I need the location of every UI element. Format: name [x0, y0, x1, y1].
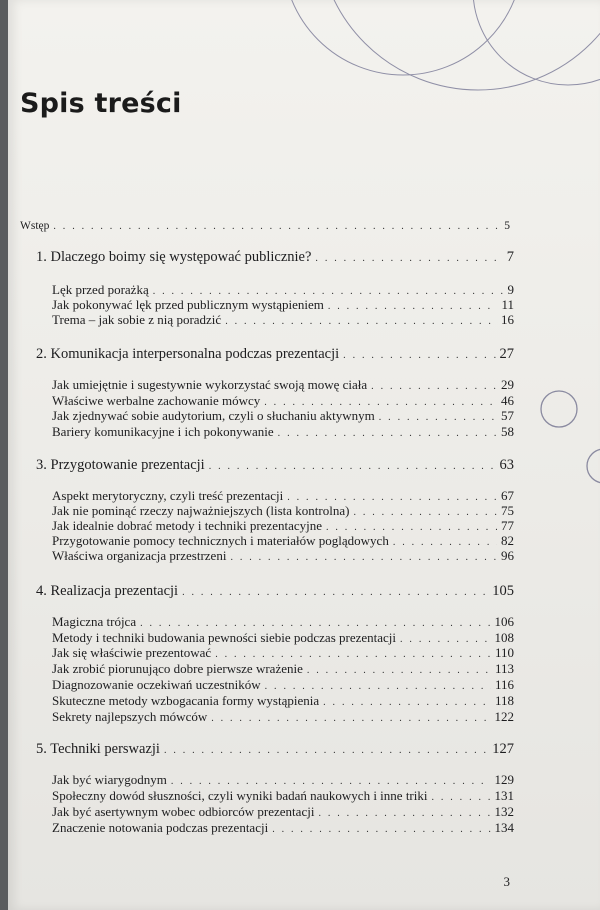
toc-entry-page: 118: [494, 693, 514, 708]
toc-intro: [20, 218, 510, 235]
toc-entry-label: Jak pokonywać lęk przed publicznym wystąpieniem: [52, 297, 324, 312]
toc-chapter: [36, 346, 514, 364]
toc-entry: [52, 548, 514, 566]
toc-entry-label: Jak umiejętnie i sugestywnie wykorzystać swoją mowę ciała: [52, 377, 368, 392]
toc-intro-label: Wstęp: [20, 220, 50, 232]
toc-chapter-label: 3. Przygotowanie prezentacji: [36, 457, 205, 473]
toc-entry-page: 116: [494, 677, 514, 692]
dot-leader: [182, 585, 488, 601]
toc-chapter: [36, 741, 514, 759]
toc-entry-label: Jak być asertywnym wobec odbiorców prezentacji: [52, 804, 315, 819]
toc-entry-label: Bariery komunikacyjne i ich pokonywanie: [52, 424, 274, 439]
toc-chapter: [36, 457, 514, 475]
dot-leader: [272, 822, 490, 838]
toc-entry-page: 82: [501, 533, 514, 548]
dot-leader: [211, 711, 490, 727]
toc-entry-label: Właściwa organizacja przestrzeni: [52, 548, 227, 563]
toc-entry: [52, 312, 514, 330]
toc-entry-label: Aspekt merytoryczny, czyli treść prezentacji: [52, 488, 284, 503]
dot-leader: [230, 550, 497, 566]
toc-entry-page: 113: [494, 661, 514, 676]
toc-chapter-page: 7: [506, 249, 514, 265]
toc-entry-page: 58: [501, 424, 514, 439]
toc-chapter-label: 1. Dlaczego boimy się występować publicznie?: [36, 249, 312, 265]
dot-leader: [343, 348, 495, 364]
toc-entry-label: Sekrety najlepszych mówców: [52, 709, 208, 724]
toc-intro-page: 5: [504, 220, 510, 232]
toc-entry-label: Przygotowanie pomocy technicznych i materiałów poglądowych: [52, 533, 389, 548]
toc-entry-page: 131: [494, 788, 514, 803]
toc-entry-page: 57: [501, 408, 514, 423]
toc-entry: [52, 424, 514, 442]
toc-entry-label: Jak się właściwie prezentować: [52, 645, 212, 660]
toc-entry: [52, 820, 514, 838]
toc-entry-label: Lęk przed porażką: [52, 282, 149, 297]
toc-entry-label: Jak być wiarygodnym: [52, 772, 167, 787]
toc-entry-label: Trema – jak sobie z nią poradzić: [52, 312, 222, 327]
dot-leader: [225, 314, 497, 330]
toc-entry-label: Znaczenie notowania podczas prezentacji: [52, 820, 269, 835]
toc-chapter-page: 105: [492, 583, 514, 599]
page-title: Spis treści: [20, 88, 182, 119]
dot-leader: [164, 743, 488, 759]
toc-entry-page: 106: [494, 614, 514, 629]
toc-entry-page: 129: [494, 772, 514, 787]
toc-chapter-page: 27: [499, 346, 514, 362]
toc-entry-page: 75: [501, 503, 514, 518]
toc-entry-label: Jak zjednywać sobie audytorium, czyli o słuchaniu aktywnym: [52, 408, 375, 423]
dot-leader: [315, 251, 502, 267]
dot-leader: [209, 459, 496, 475]
toc-entry-page: 16: [501, 312, 514, 327]
toc-entry-label: Społeczny dowód słuszności, czyli wyniki badań naukowych i inne triki: [52, 788, 428, 803]
toc-chapter: [36, 583, 514, 601]
toc-entry-page: 67: [501, 488, 514, 503]
toc-entry-label: Metody i techniki budowania pewności siebie podczas prezentacji: [52, 630, 397, 645]
toc-entry-label: Magiczna trójca: [52, 614, 137, 629]
dot-leader: [278, 426, 497, 442]
toc-entry-label: Jak zrobić piorunująco dobre pierwsze wrażenie: [52, 661, 303, 676]
toc-entry-label: Diagnozowanie oczekiwań uczestników: [52, 677, 261, 692]
toc-entry-page: 9: [507, 282, 514, 297]
toc-entry-page: 46: [501, 393, 514, 408]
toc-entry-label: Skuteczne metody wzbogacania formy wystąpienia: [52, 693, 320, 708]
dot-leader: [53, 219, 500, 235]
page-number: 3: [503, 874, 510, 889]
toc-entry-page: 132: [494, 804, 514, 819]
toc-entry-page: 122: [494, 709, 514, 724]
toc-entry-page: 108: [494, 630, 514, 645]
toc-entry-page: 110: [494, 645, 514, 660]
toc-entry-page: 11: [501, 297, 514, 312]
toc-entry-page: 77: [501, 518, 514, 533]
toc-chapter-label: 4. Realizacja prezentacji: [36, 583, 179, 599]
toc-entry-page: 29: [501, 377, 514, 392]
toc-entry-label: Właściwe werbalne zachowanie mówcy: [52, 393, 261, 408]
toc-entry-label: Jak idealnie dobrać metody i techniki prezentacyjne: [52, 518, 322, 533]
toc-entry-label: Jak nie pominąć rzeczy najważniejszych (lista kontrolna): [52, 503, 350, 518]
table-of-contents: [8, 0, 600, 910]
toc-chapter-label: 5. Techniki perswazji: [36, 741, 160, 757]
toc-chapter-label: 2. Komunikacja interpersonalna podczas prezentacji: [36, 346, 340, 362]
toc-chapter-page: 127: [492, 741, 514, 757]
toc-entry: [52, 709, 514, 727]
toc-chapter-page: 63: [499, 457, 514, 473]
book-page: [8, 0, 600, 910]
toc-entry-page: 96: [501, 548, 514, 563]
toc-entry-page: 134: [494, 820, 514, 835]
toc-chapter: [36, 249, 514, 267]
